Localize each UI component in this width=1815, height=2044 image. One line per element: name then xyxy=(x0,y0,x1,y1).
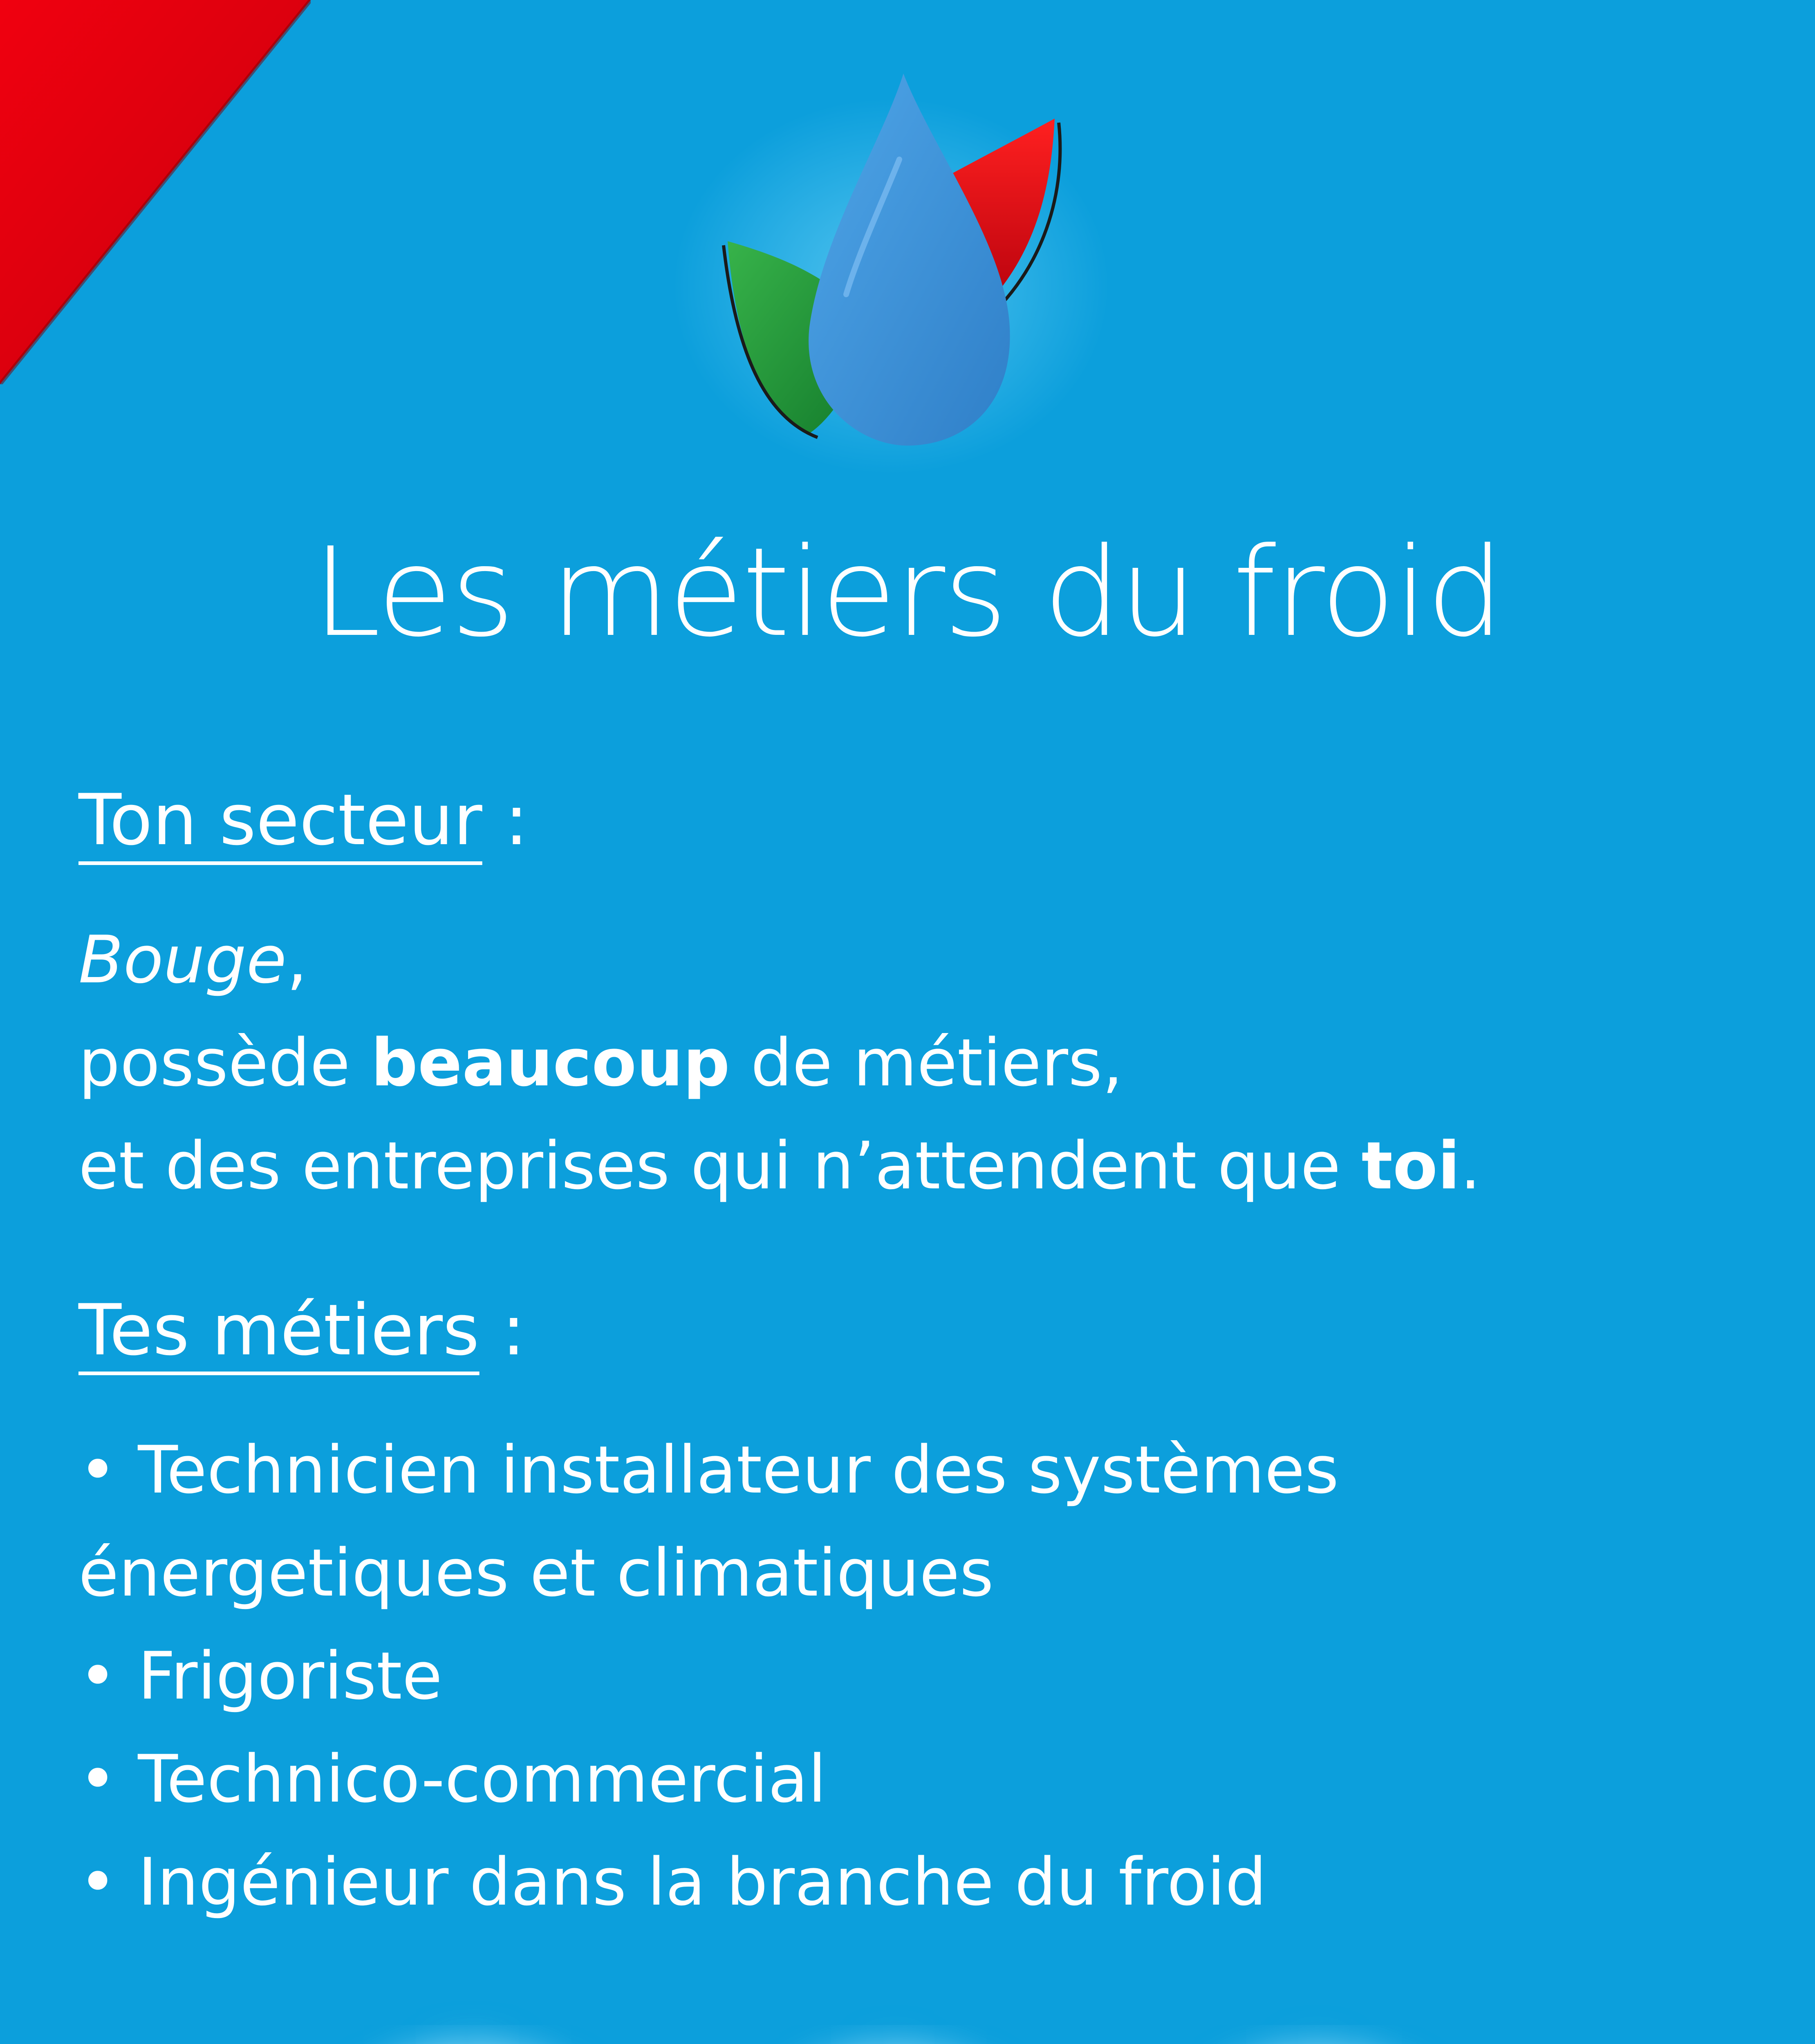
sector-line-1-comma: , xyxy=(287,921,307,998)
sector-line-3 xyxy=(78,1114,1714,1217)
jobs-heading-colon: : xyxy=(479,1289,526,1371)
sector-heading xyxy=(78,769,1714,872)
sector-heading-colon: : xyxy=(482,779,529,861)
red-corner-decoration xyxy=(0,0,311,384)
sector-line-1 xyxy=(78,908,1714,1011)
sector-line-1-italic: Bouge xyxy=(78,921,287,998)
job-list-item: • Technico-commercial xyxy=(78,1741,827,1817)
sector-heading-label: Ton secteur xyxy=(78,779,482,861)
sector-line-3-bold: toi xyxy=(1361,1127,1460,1204)
sector-line-2-end: de métiers, xyxy=(730,1024,1123,1101)
sector-line-3-start: et des entreprises qui n’attendent que xyxy=(78,1127,1362,1204)
job-list-item: • Ingénieur dans la branche du froid xyxy=(78,1844,1267,1920)
job-list-item: • Frigoriste xyxy=(78,1638,443,1714)
sector-line-2-start: possède xyxy=(78,1024,371,1101)
sector-line-3-end: . xyxy=(1460,1127,1481,1204)
job-list-item: • Technicien installateur des systèmes xyxy=(78,1432,1339,1508)
water-drop-logo xyxy=(711,65,1071,474)
jobs-heading-label: Tes métiers xyxy=(78,1289,480,1371)
sector-line-2-bold: beaucoup xyxy=(371,1024,730,1101)
job-list-item: énergetiques et climatiques xyxy=(78,1535,994,1611)
jobs-heading xyxy=(78,1279,1714,1382)
sector-line-2 xyxy=(78,1011,1714,1114)
main-content xyxy=(78,769,1714,1934)
page-title: Les métiers du froid xyxy=(312,521,1503,664)
